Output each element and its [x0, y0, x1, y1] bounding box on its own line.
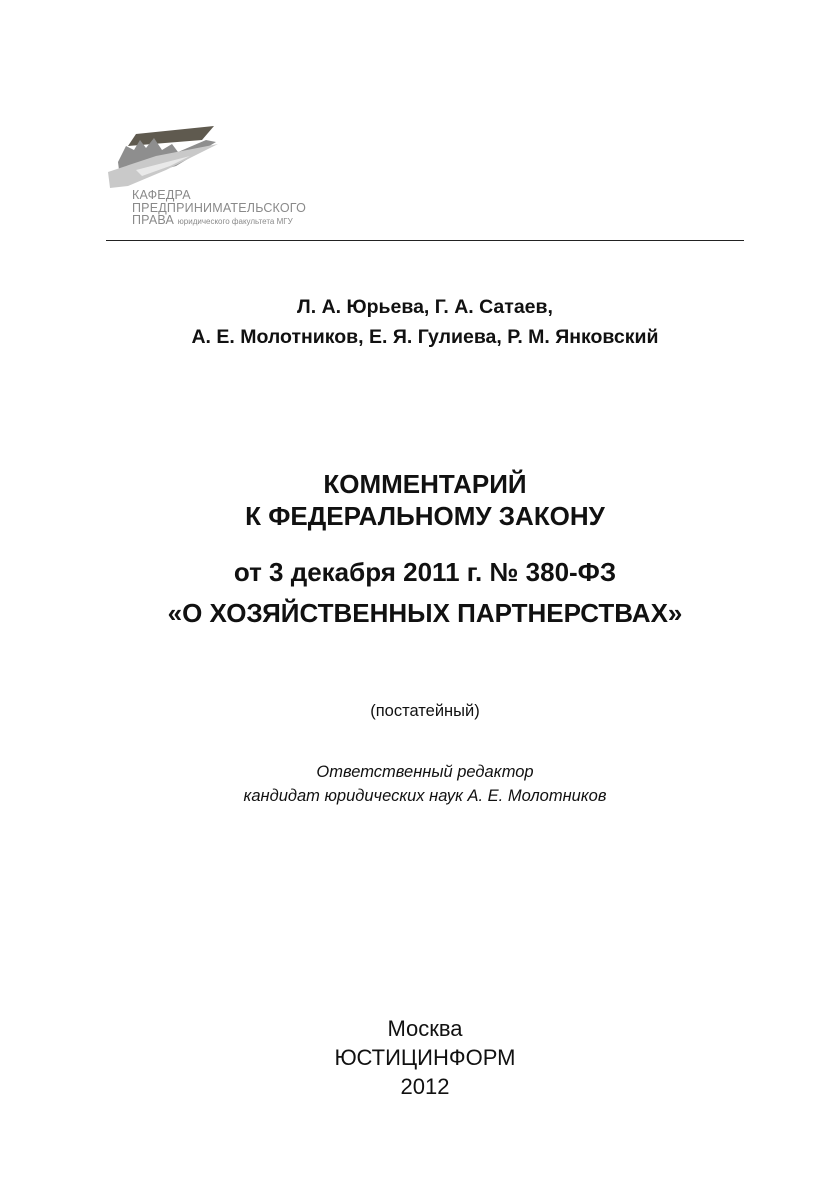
book-title — [0, 468, 827, 629]
imprint — [0, 1014, 827, 1101]
title-line-1: КОММЕНТАРИЙ — [323, 469, 527, 499]
header-divider — [106, 240, 744, 241]
editor-line-1: Ответственный редактор — [316, 763, 534, 781]
logo-caption — [132, 189, 306, 229]
imprint-year: 2012 — [400, 1074, 450, 1099]
authors-line-1: Л. А. Юрьева, Г. А. Сатаев, — [297, 296, 553, 318]
editor-line-2: кандидат юридических наук А. Е. Молотников — [243, 787, 607, 805]
logo-line-3-small: юридического факультета МГУ — [177, 217, 293, 226]
title-line-3: от 3 декабря 2011 г. № 380-ФЗ — [233, 557, 617, 587]
logo-line-3 — [132, 214, 306, 229]
title-line-2: К ФЕДЕРАЛЬНОМУ ЗАКОНУ — [245, 501, 605, 531]
logo-line-2: ПРЕДПРИНИМАТЕЛЬСКОГО — [132, 200, 307, 215]
imprint-publisher: ЮСТИЦИНФОРМ — [334, 1045, 516, 1070]
authors — [0, 292, 827, 352]
logo-line-1: КАФЕДРА — [132, 188, 191, 202]
logo-line-3-main: ПРАВА — [132, 213, 175, 227]
imprint-city: Москва — [387, 1016, 463, 1041]
authors-line-2: А. Е. Молотников, Е. Я. Гулиева, Р. М. Янковский — [191, 326, 659, 348]
editor-credit — [0, 760, 827, 808]
department-logo — [106, 126, 346, 236]
commentary-kind: (постатейный) — [370, 702, 480, 720]
title-line-4: «О ХОЗЯЙСТВЕННЫХ ПАРТНЕРСТВАХ» — [167, 598, 683, 628]
logo-emblem-icon — [106, 126, 226, 192]
